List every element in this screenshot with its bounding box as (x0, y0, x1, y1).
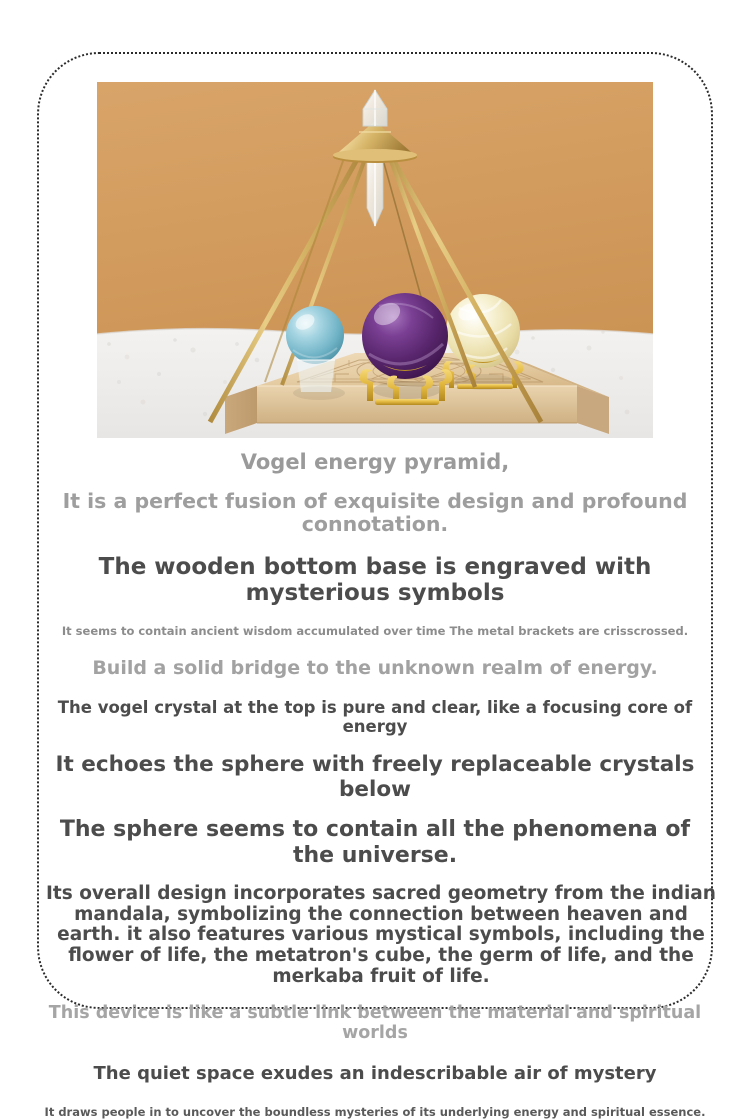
caption-boundless-mysteries: It draws people in to uncover the boundless mysteries of its underlying energy and spiritual essence. (44, 1105, 706, 1120)
crystal-spheres (286, 293, 523, 405)
feature-replaceable-crystals: It echoes the sphere with freely replaceable crystals below (55, 752, 702, 802)
content-column (40, 55, 723, 1120)
feature-wooden-base: The wooden bottom base is engraved with mysterious symbols (98, 553, 660, 606)
feature-universe-phenomena: The sphere seems to contain all the phenomena of the universe. (59, 817, 698, 868)
feature-quiet-space: The quiet space exudes an indescribable air of mystery (93, 1062, 657, 1084)
marketing-copy (40, 438, 723, 1120)
headline-title: Vogel energy pyramid, (240, 450, 510, 474)
feature-solid-bridge: Build a solid bridge to the unknown realm of energy. (92, 657, 658, 680)
product-photo (97, 82, 653, 438)
product-photo-illustration (97, 82, 653, 438)
paragraph-sacred-geometry: Its overall design incorporates sacred geometry from the indian mandala, symbolizing the connection between heaven and earth. it also features various mystical symbols, including the flower of life, the metatron's cube, the germ of life, and the merkaba fruit of life. (46, 882, 723, 988)
caption-ancient-wisdom: It seems to contain ancient wisdom accumulated over time The metal brackets are crisscrossed. (61, 624, 689, 639)
feature-vogel-crystal: The vogel crystal at the top is pure and clear, like a focusing core of energy (57, 697, 698, 736)
feature-subtle-link: This device is like a subtle link between the material and spiritual worlds (48, 1003, 708, 1043)
subtitle-fusion: It is a perfect fusion of exquisite design and profound connotation. (62, 488, 695, 537)
